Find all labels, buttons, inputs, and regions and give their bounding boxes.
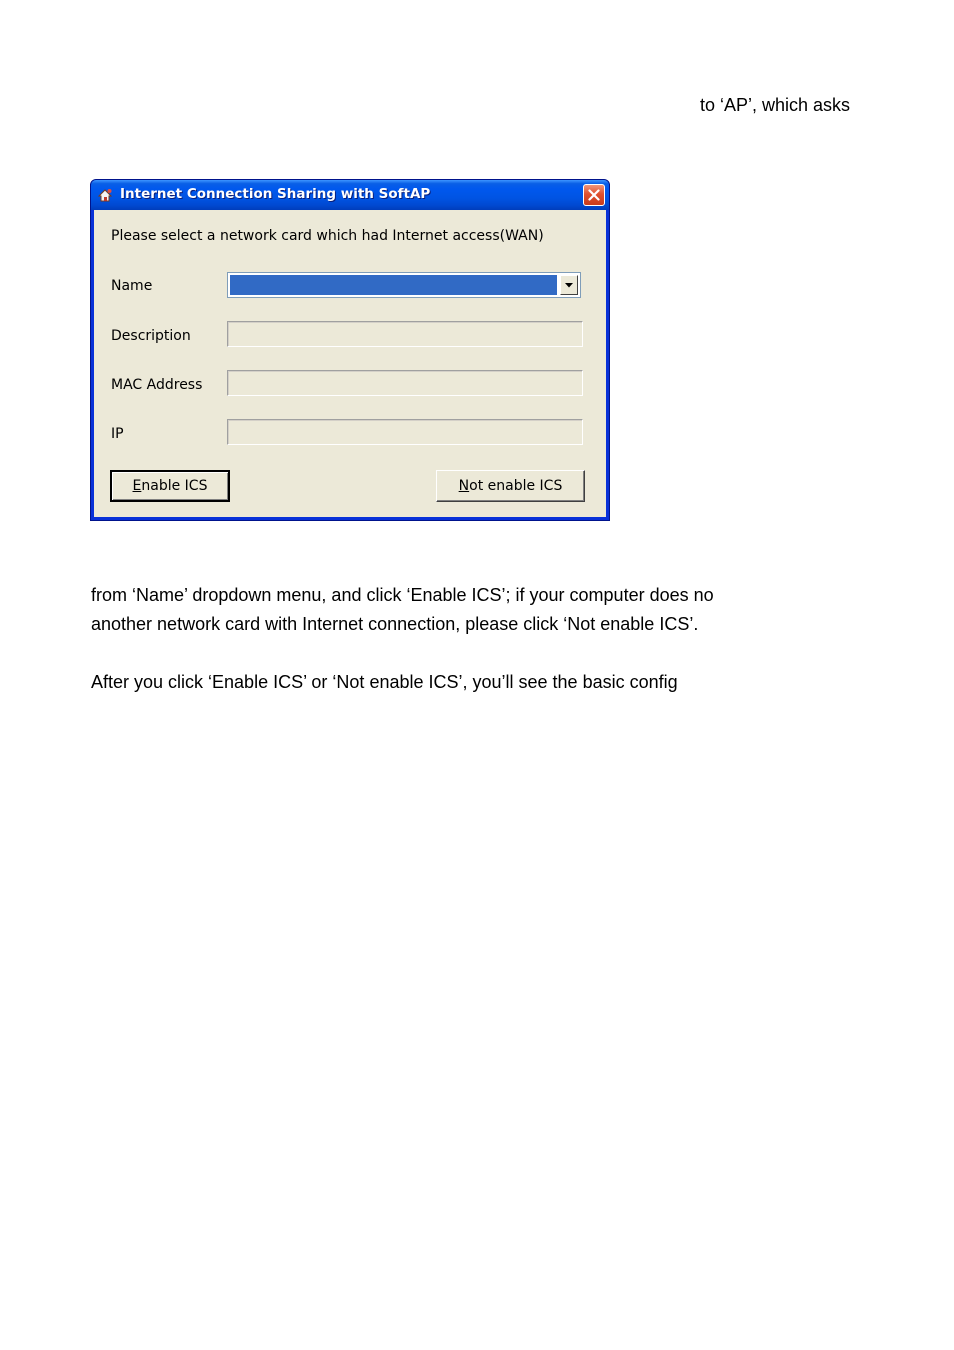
enable-ics-button[interactable] [110,470,230,502]
not-enable-ics-mnemonic: N [458,478,470,494]
dialog-titlebar[interactable] [91,180,609,210]
dialog-title: Internet Connection Sharing with SoftAP [120,186,431,202]
paragraph-line: from ‘Name’ dropdown menu, and click ‘Enable ICS’; if your computer does no [91,585,714,605]
wan-prompt-label: Please select a network card which had Internet access(WAN) [111,228,544,244]
dialog-client-area [94,210,606,517]
close-icon [588,189,600,201]
name-label: Name [111,278,153,294]
description-field [227,321,583,347]
ip-label: IP [111,426,124,442]
enable-ics-mnemonic: E [132,478,142,494]
mac-address-field [227,370,583,396]
paragraph-fragment-top: to ‘AP’, which asks [700,95,851,115]
chevron-down-icon [565,283,573,288]
name-dropdown-selection [230,275,557,295]
dropdown-arrow-button[interactable] [560,275,578,295]
ics-dialog-window [90,179,610,521]
mac-address-label: MAC Address [111,377,203,393]
paragraph-line: another network card with Internet connection, please click ‘Not enable ICS’. [91,614,699,634]
ip-field [227,419,583,445]
softap-app-icon [97,187,113,203]
name-dropdown[interactable] [227,272,581,298]
paragraph-line: After you click ‘Enable ICS’ or ‘Not enable ICS’, you’ll see the basic config [91,672,678,692]
description-label: Description [111,328,191,344]
not-enable-ics-label: ot enable ICS [469,478,563,494]
close-button[interactable] [583,184,605,206]
enable-ics-label: nable ICS [141,478,208,494]
not-enable-ics-button[interactable] [436,470,585,502]
